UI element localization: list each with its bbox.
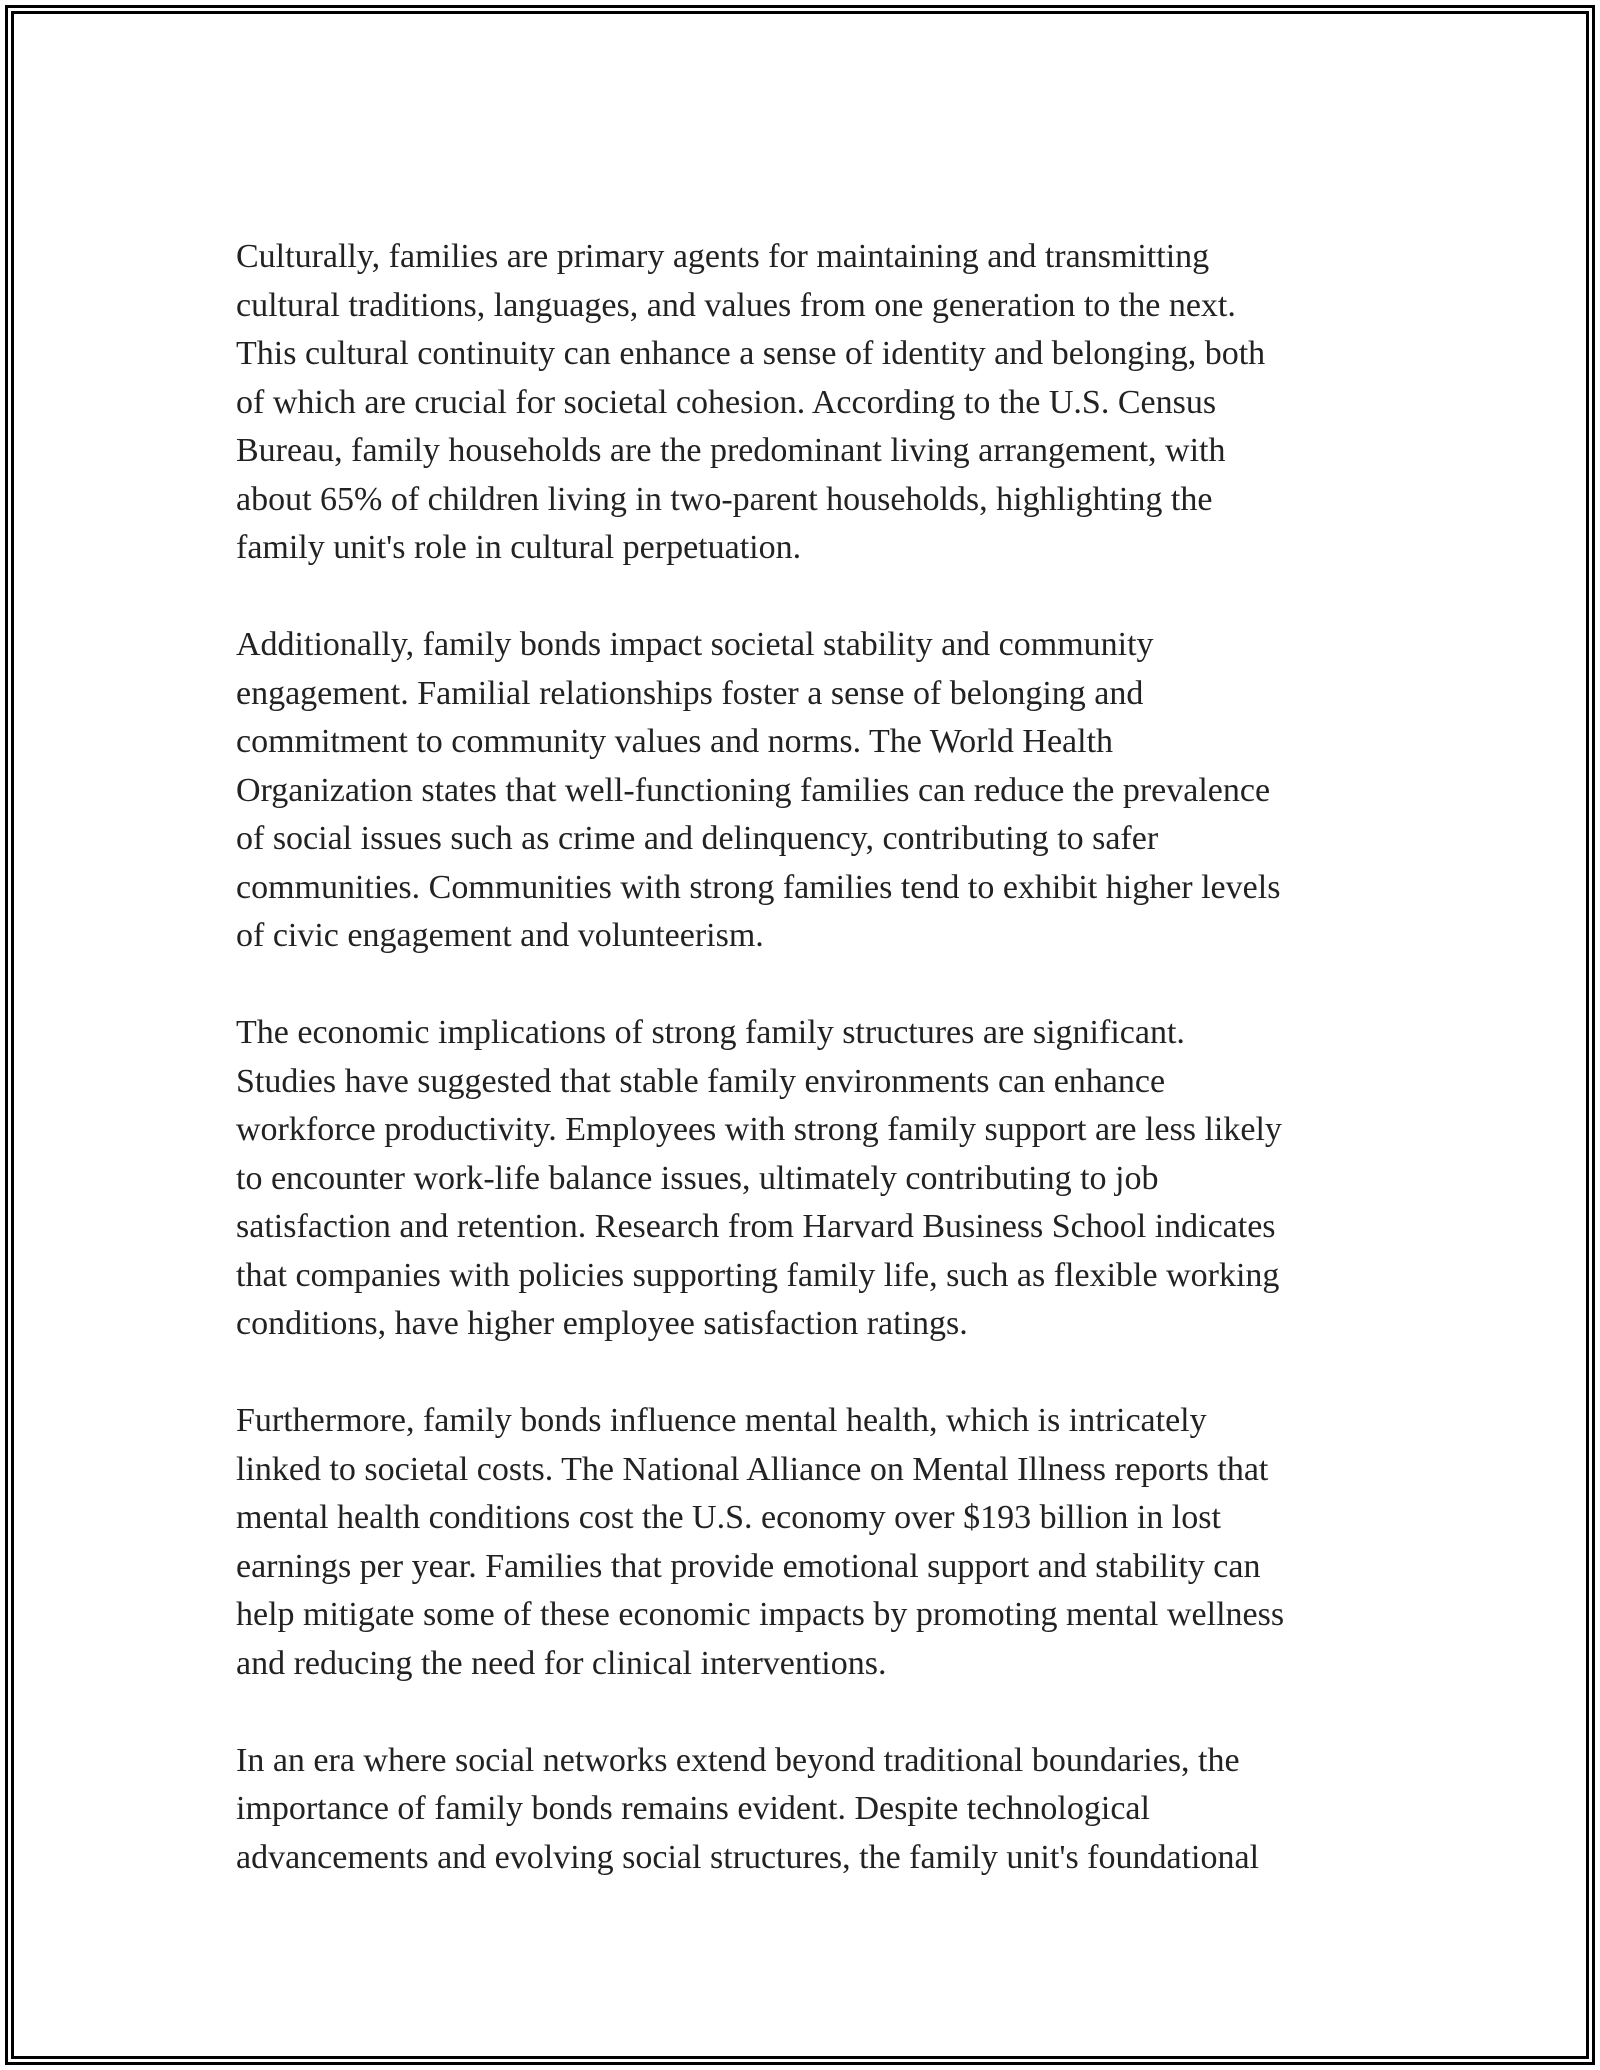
text-line: earnings per year. Families that provide emotional support and stability can	[236, 1547, 1261, 1585]
text-line: Furthermore, family bonds influence mental health, which is intricately	[236, 1402, 1207, 1439]
paragraph-social-networks	[236, 1737, 1376, 1883]
text-line: to encounter work-life balance issues, ultimately contributing to job	[236, 1159, 1159, 1197]
paragraph-stability	[236, 621, 1376, 961]
text-line: commitment to community values and norms. The World Health	[236, 723, 1114, 760]
text-line: help mitigate some of these economic impacts by promoting mental wellness	[236, 1596, 1285, 1633]
text-line: that companies with policies supporting family life, such as flexible working	[236, 1256, 1280, 1294]
text-line: Additionally, family bonds impact societal stability and community	[236, 626, 1154, 663]
text-line: cultural traditions, languages, and values from one generation to the next.	[236, 286, 1236, 324]
text-line: Organization states that well-functioning families can reduce the prevalence	[236, 771, 1271, 809]
text-line: of civic engagement and volunteerism.	[236, 917, 764, 954]
text-line: workforce productivity. Employees with strong family support are less likely	[236, 1111, 1282, 1148]
paragraph-culture	[236, 233, 1376, 573]
text-line: family unit's role in cultural perpetuation.	[236, 529, 802, 566]
text-line: Studies have suggested that stable family environments can enhance	[236, 1062, 1166, 1100]
text-line: of social issues such as crime and delinquency, contributing to safer	[236, 820, 1159, 857]
text-line: The economic implications of strong family structures are significant.	[236, 1014, 1185, 1051]
text-line: mental health conditions cost the U.S. economy over $193 billion in lost	[236, 1499, 1221, 1536]
text-line: advancements and evolving social structures, the family unit's foundational	[236, 1838, 1260, 1876]
text-line: importance of family bonds remains evident. Despite technological	[236, 1790, 1150, 1827]
paragraph-mental-health	[236, 1397, 1376, 1688]
text-line: and reducing the need for clinical interventions.	[236, 1644, 887, 1682]
text-line: engagement. Familial relationships foster a sense of belonging and	[236, 674, 1144, 712]
text-line: In an era where social networks extend beyond traditional boundaries, the	[236, 1741, 1240, 1779]
text-line: Bureau, family households are the predominant living arrangement, with	[236, 432, 1226, 469]
paragraph-economic	[236, 1009, 1376, 1349]
document-body	[236, 233, 1376, 1882]
text-line: Culturally, families are primary agents for maintaining and transmitting	[236, 238, 1210, 275]
text-line: communities. Communities with strong families tend to exhibit higher levels	[236, 868, 1281, 906]
text-line: of which are crucial for societal cohesion. According to the U.S. Census	[236, 383, 1217, 421]
text-line: linked to societal costs. The National Alliance on Mental Illness reports that	[236, 1450, 1269, 1488]
text-line: conditions, have higher employee satisfaction ratings.	[236, 1305, 968, 1342]
text-line: This cultural continuity can enhance a sense of identity and belonging, both	[236, 335, 1266, 372]
text-line: satisfaction and retention. Research from Harvard Business School indicates	[236, 1208, 1276, 1245]
text-line: about 65% of children living in two-parent households, highlighting the	[236, 480, 1213, 518]
